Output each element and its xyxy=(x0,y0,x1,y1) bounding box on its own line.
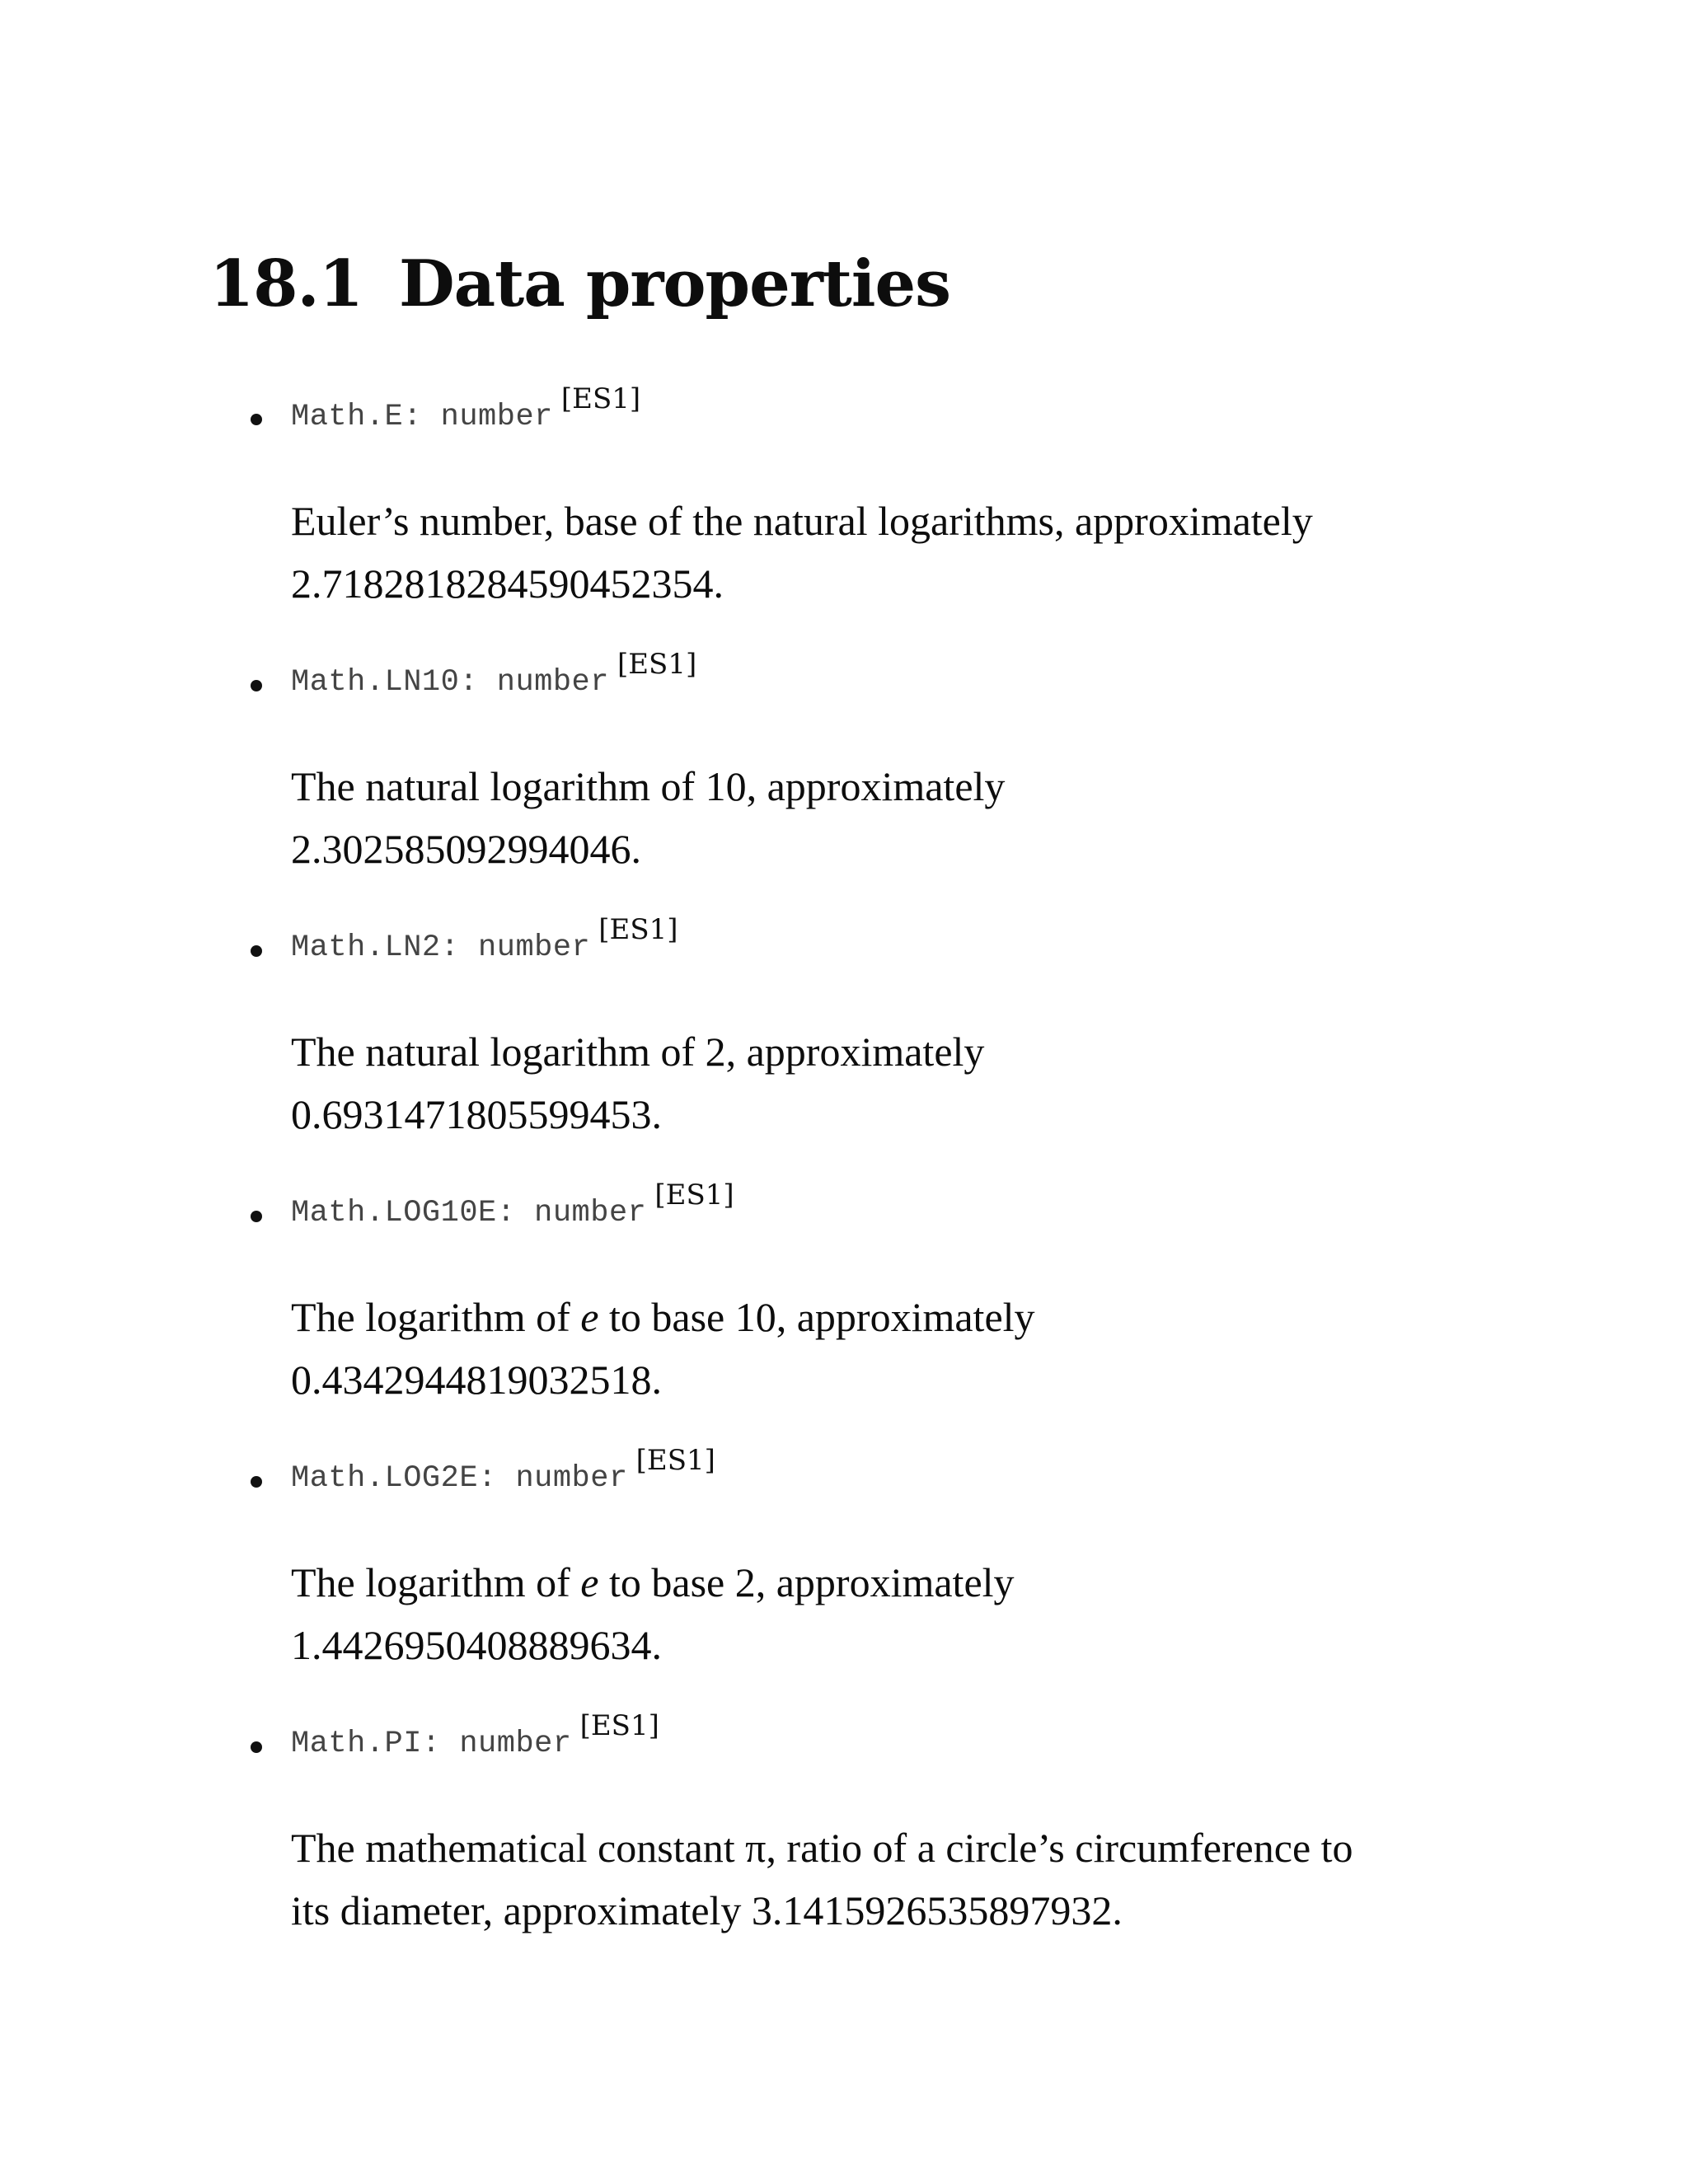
es-version-tag: [ES1] xyxy=(617,648,697,681)
description-line: The mathematical constant π, ratio of a circle’s circumference to xyxy=(291,1825,1353,1871)
description-line: 0.4342944819032518. xyxy=(291,1357,662,1403)
property-code: Math.LOG10E: number xyxy=(291,1196,647,1230)
description-line: The natural logarithm of 2, approximately xyxy=(291,1029,985,1075)
description-line: its diameter, approximately 3.1415926535897932. xyxy=(291,1887,1123,1933)
es-version-tag: [ES1] xyxy=(654,1179,734,1212)
property-signature xyxy=(291,648,697,700)
property-description xyxy=(291,1816,1478,1942)
description-line: 2.7182818284590452354. xyxy=(291,560,724,607)
property-code: Math.LN2: number xyxy=(291,930,591,965)
description-text: The logarithm of xyxy=(291,1559,581,1605)
section-title: Data properties xyxy=(398,246,951,321)
property-description xyxy=(291,1286,1478,1411)
description-line xyxy=(291,1286,1478,1348)
property-code: Math.PI: number xyxy=(291,1727,572,1761)
description-text: to base 2, approximately xyxy=(598,1559,1015,1605)
description-text: to base 10, approximately xyxy=(598,1294,1035,1340)
bullet-icon xyxy=(251,680,262,691)
property-code: Math.LN10: number xyxy=(291,665,609,700)
es-version-tag: [ES1] xyxy=(598,913,678,946)
math-variable-e: e xyxy=(580,1294,599,1340)
bullet-icon xyxy=(251,1741,262,1753)
section-number: 18.1 xyxy=(209,246,363,321)
property-code: Math.E: number xyxy=(291,400,553,434)
property-signature xyxy=(291,1179,734,1230)
property-description xyxy=(291,1551,1478,1676)
property-description xyxy=(291,755,1478,880)
description-line: 2.302585092994046. xyxy=(291,826,641,872)
description-line xyxy=(291,1551,1478,1614)
description-line: Euler’s number, base of the natural logarithms, approximately xyxy=(291,498,1313,544)
es-version-tag: [ES1] xyxy=(579,1709,659,1742)
bullet-icon xyxy=(251,1211,262,1222)
es-version-tag: [ES1] xyxy=(635,1444,715,1477)
property-description xyxy=(291,1020,1478,1146)
property-signature xyxy=(291,1444,715,1496)
description-line: The natural logarithm of 10, approximately xyxy=(291,763,1006,809)
bullet-icon xyxy=(251,414,262,425)
description-text: The logarithm of xyxy=(291,1294,581,1340)
description-line: 1.4426950408889634. xyxy=(291,1622,662,1668)
section-heading xyxy=(209,246,951,321)
property-code: Math.LOG2E: number xyxy=(291,1461,628,1496)
description-line: 0.6931471805599453. xyxy=(291,1091,662,1137)
property-signature xyxy=(291,1709,659,1761)
math-variable-e: e xyxy=(580,1559,599,1605)
es-version-tag: [ES1] xyxy=(560,382,641,415)
property-signature xyxy=(291,382,641,434)
bullet-icon xyxy=(251,1476,262,1488)
property-description xyxy=(291,490,1478,615)
bullet-icon xyxy=(251,945,262,957)
property-signature xyxy=(291,913,678,965)
